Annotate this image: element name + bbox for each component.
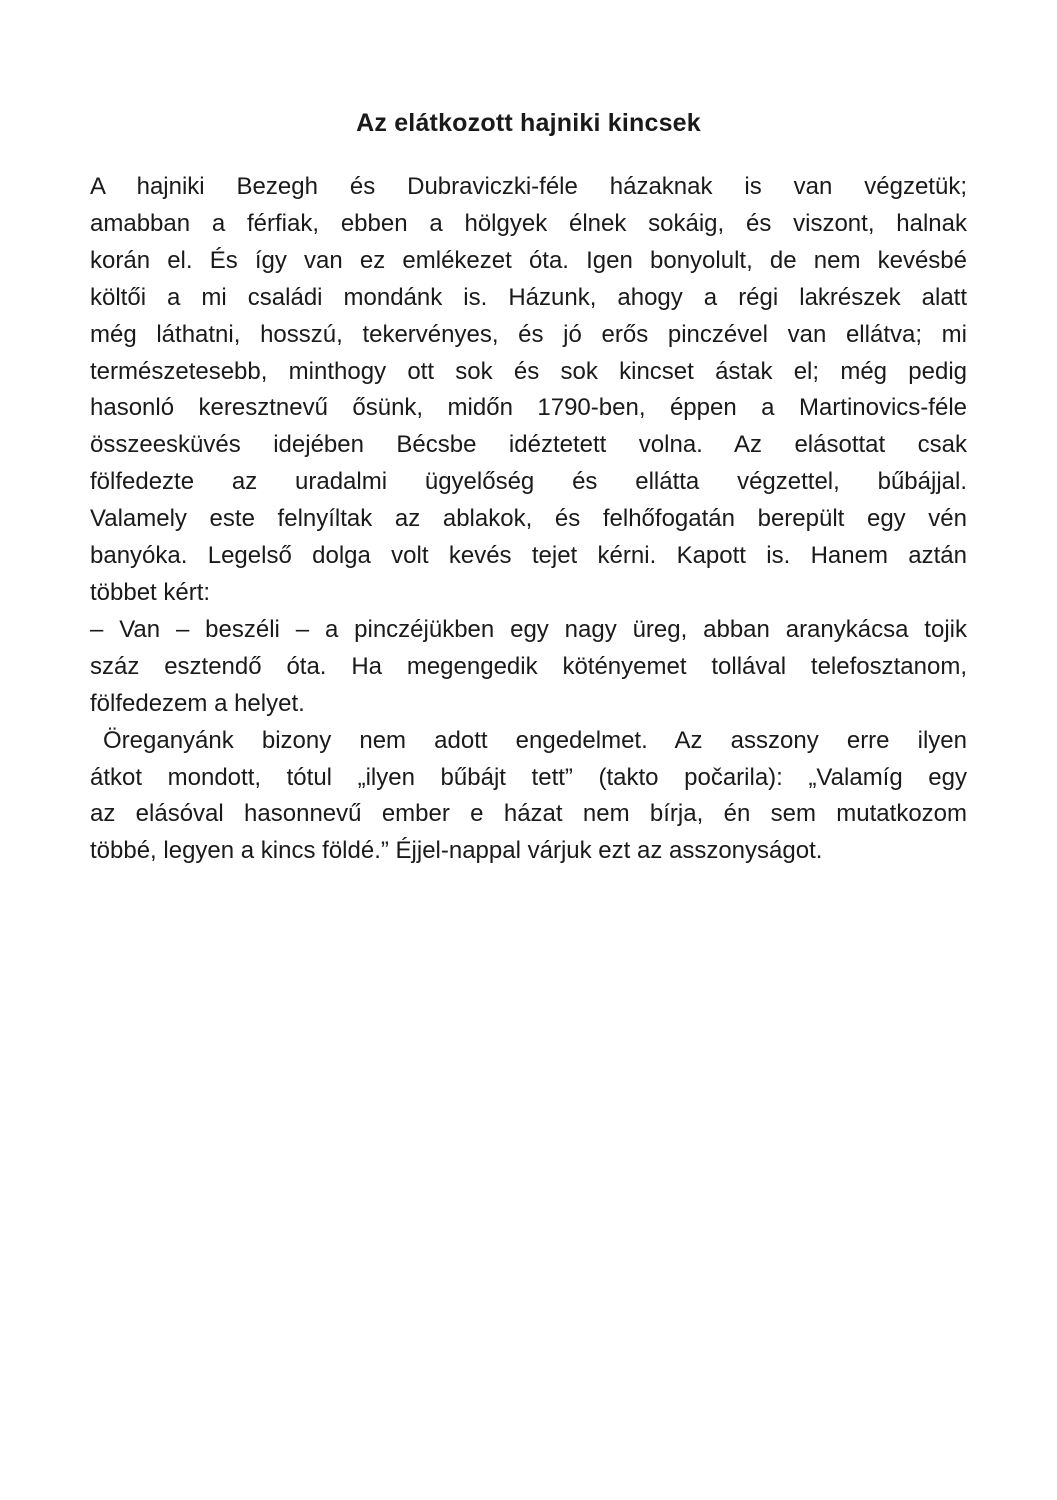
body-text bbox=[90, 169, 967, 870]
text-line: száz esztendő óta. Ha megengedik kötényemet tollával telefosztanom, bbox=[90, 652, 967, 680]
text-line: többet kért: bbox=[90, 578, 211, 606]
text-line: banyóka. Legelső dolga volt kevés tejet kérni. Kapott is. Hanem aztán bbox=[90, 542, 967, 570]
page-title: Az elátkozott hajniki kincsek bbox=[356, 108, 701, 137]
text-line: – Van – beszéli – a pinczéjükben egy nagy üreg, abban aranykácsa tojik bbox=[90, 615, 967, 643]
text-line: az elásóval hasonnevű ember e házat nem bírja, én sem mutatkozom bbox=[90, 800, 967, 828]
text-line: költői a mi családi mondánk is. Házunk, ahogy a régi lakrészek alatt bbox=[90, 283, 967, 311]
text-line: Valamely este felnyíltak az ablakok, és felhőfogatán berepült egy vén bbox=[90, 505, 967, 533]
text-line: korán el. És így van ez emlékezet óta. Igen bonyolult, de nem kevésbé bbox=[90, 246, 967, 274]
text-line: hasonló keresztnevű ősünk, midőn 1790-ben, éppen a Martinovics-féle bbox=[90, 394, 967, 422]
text-line: átkot mondott, tótul „ilyen bűbájt tett” (takto počarila): „Valamíg egy bbox=[90, 763, 967, 791]
text-line: többé, legyen a kincs földé.” Éjjel-nappal várjuk ezt az asszonyságot. bbox=[90, 837, 823, 865]
text-line: természetesebb, minthogy ott sok és sok kincset ástak el; még pedig bbox=[90, 357, 967, 385]
text-line: összeesküvés idejében Bécsbe idéztetett volna. Az elásottat csak bbox=[90, 431, 967, 459]
text-line: Öreganyánk bizony nem adott engedelmet. Az asszony erre ilyen bbox=[103, 726, 967, 754]
text-line: A hajniki Bezegh és Dubraviczki-féle házaknak is van végzetük; bbox=[90, 173, 967, 200]
text-line: amabban a férfiak, ebben a hölgyek élnek sokáig, és viszont, halnak bbox=[90, 209, 967, 237]
text-line: még láthatni, hosszú, tekervényes, és jó erős pinczével van ellátva; mi bbox=[90, 320, 967, 348]
text-line: fölfedezte az uradalmi ügyelőség és ellátta végzettel, bűbájjal. bbox=[90, 468, 967, 496]
text-line: fölfedezem a helyet. bbox=[90, 689, 305, 717]
